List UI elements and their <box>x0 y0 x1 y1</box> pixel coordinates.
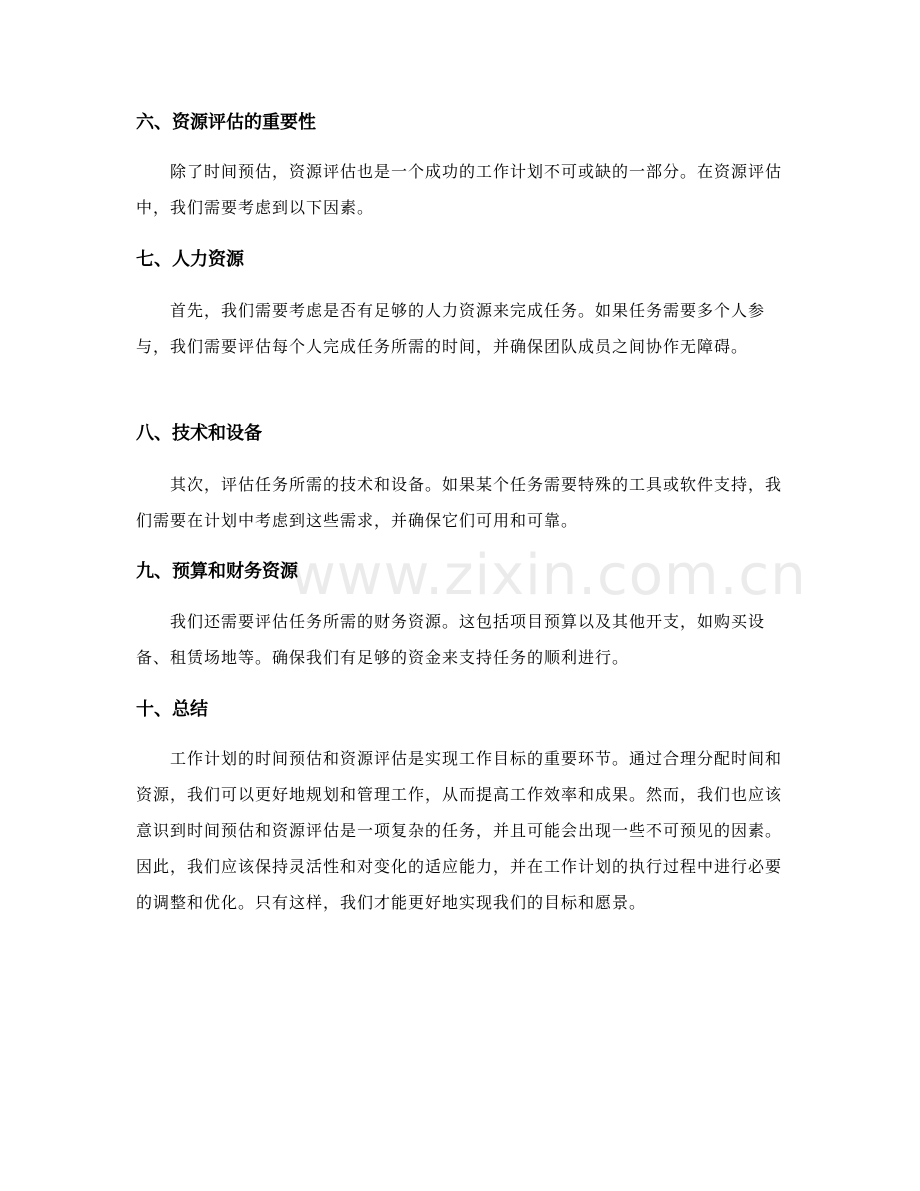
watermark-text: www.zixin.com.cn <box>290 543 807 608</box>
section-heading-budget-finance: 九、预算和财务资源 <box>136 561 298 582</box>
paragraph-budget-finance: 我们还需要评估任务所需的财务资源。这包括项目预算以及其他开支，如购买设备、租赁场地等。确保我们有足够的资金来支持任务的顺利进行。 <box>136 612 766 667</box>
paragraph-human-resources: 首先，我们需要考虑是否有足够的人力资源来完成任务。如果任务需要多个人参与，我们需要评估每个人完成任务所需的时间，并确保团队成员之间协作无障碍。 <box>136 301 766 356</box>
paragraph-technology-equipment: 其次，评估任务所需的技术和设备。如果某个任务需要特殊的工具或软件支持，我们需要在计划中考虑到这些需求，并确保它们可用和可靠。 <box>136 475 783 530</box>
paragraph-resource-assessment: 除了时间预估，资源评估也是一个成功的工作计划不可或缺的一部分。在资源评估中，我们需要考虑到以下因素。 <box>136 162 783 217</box>
section-heading-resource-assessment: 六、资源评估的重要性 <box>136 112 316 133</box>
section-heading-human-resources: 七、人力资源 <box>136 249 244 270</box>
section-heading-technology-equipment: 八、技术和设备 <box>136 423 262 444</box>
paragraph-summary: 工作计划的时间预估和资源评估是实现工作目标的重要环节。通过合理分配时间和资源，我们可以更好地规划和管理工作，从而提高工作效率和成果。然而，我们也应该意识到时间预估和资源评估是一项复杂的任务，并且可能会出现一些不可预见的因素。因此，我们应该保持灵活性和对变化的适应能力，并在工作计划的执行过程中进行必要的调整和优化。只有这样，我们才能更好地实现我们的目标和愿景。 <box>136 749 783 912</box>
section-heading-summary: 十、总结 <box>136 699 208 720</box>
